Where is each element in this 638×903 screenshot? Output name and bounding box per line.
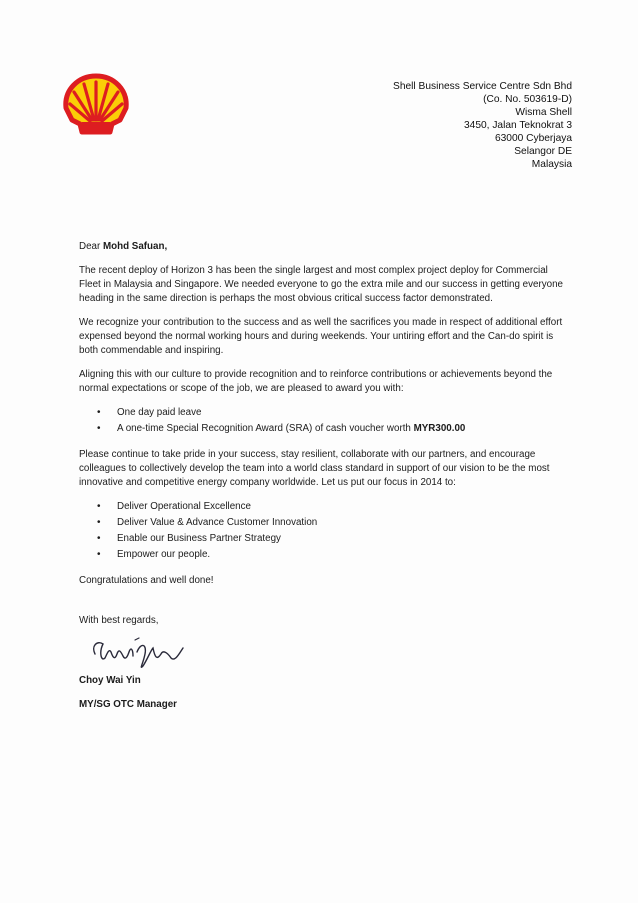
paragraph-4: Please continue to take pride in your success, stay resilient, collaborate with our partners, and encourage colleagues to collectively develop the team into a world class standard in support of our vision to be the most innovative and competitive energy company worldwide. Let us put our focus in 2014 to: — [79, 449, 550, 488]
focus-list — [79, 500, 569, 562]
award-item-leave — [97, 406, 569, 420]
award-item-leave-text: One day paid leave — [117, 407, 202, 418]
signer-role: MY/SG OTC Manager — [79, 699, 177, 710]
paragraph-1: The recent deploy of Horizon 3 has been the single largest and most complex project deploy for Commercial Fleet in Malaysia and Singapore. We needed everyone to go the extra mile and our success in getting everyone heading in the same direction is perhaps the most obvious critical success factor demonstrated. — [79, 265, 563, 304]
handwritten-signature — [87, 632, 197, 672]
salutation — [79, 240, 569, 254]
address-line-co-no: (Co. No. 503619-D) — [483, 94, 572, 105]
award-list — [79, 406, 569, 436]
recipient-name: Mohd Safuan, — [102, 241, 168, 252]
letter-body — [79, 240, 569, 712]
congratulations-line: Congratulations and well done! — [79, 575, 214, 586]
paragraph-3: Aligning this with our culture to provide recognition and to reinforce contributions or achievements beyond the normal expectations or scope of the job, we are pleased to award you with: — [79, 369, 553, 394]
address-line-street: 3450, Jalan Teknokrat 3 — [464, 120, 572, 131]
award-amount: MYR300.00 — [413, 423, 466, 434]
regards-line: With best regards, — [79, 615, 159, 626]
signer-name: Choy Wai Yin — [79, 675, 141, 686]
focus-item: • Empower our people. — [97, 548, 569, 562]
shell-logo-icon — [58, 70, 134, 136]
company-address — [393, 80, 572, 171]
address-line-building: Wisma Shell — [515, 107, 572, 118]
salutation-prefix: Dear — [79, 241, 103, 252]
focus-item: • Enable our Business Partner Strategy — [97, 532, 569, 546]
focus-item: • Deliver Operational Excellence — [97, 500, 569, 514]
focus-item: • Deliver Value & Advance Customer Innovation — [97, 516, 569, 530]
address-line-country: Malaysia — [531, 159, 572, 170]
award-item-voucher-text: A one-time Special Recognition Award (SRA) of cash voucher worth — [117, 423, 414, 434]
address-line-state: Selangor DE — [514, 146, 572, 157]
paragraph-2: We recognize your contribution to the success and as well the sacrifices you made in respect of additional effort expensed beyond the normal working hours and during weekends. Your untiring effort and the Can-do spirit is both commendable and inspiring. — [79, 317, 563, 356]
address-line-company: Shell Business Service Centre Sdn Bhd — [393, 81, 572, 92]
address-line-city: 63000 Cyberjaya — [494, 133, 572, 144]
award-item-voucher — [97, 422, 569, 436]
